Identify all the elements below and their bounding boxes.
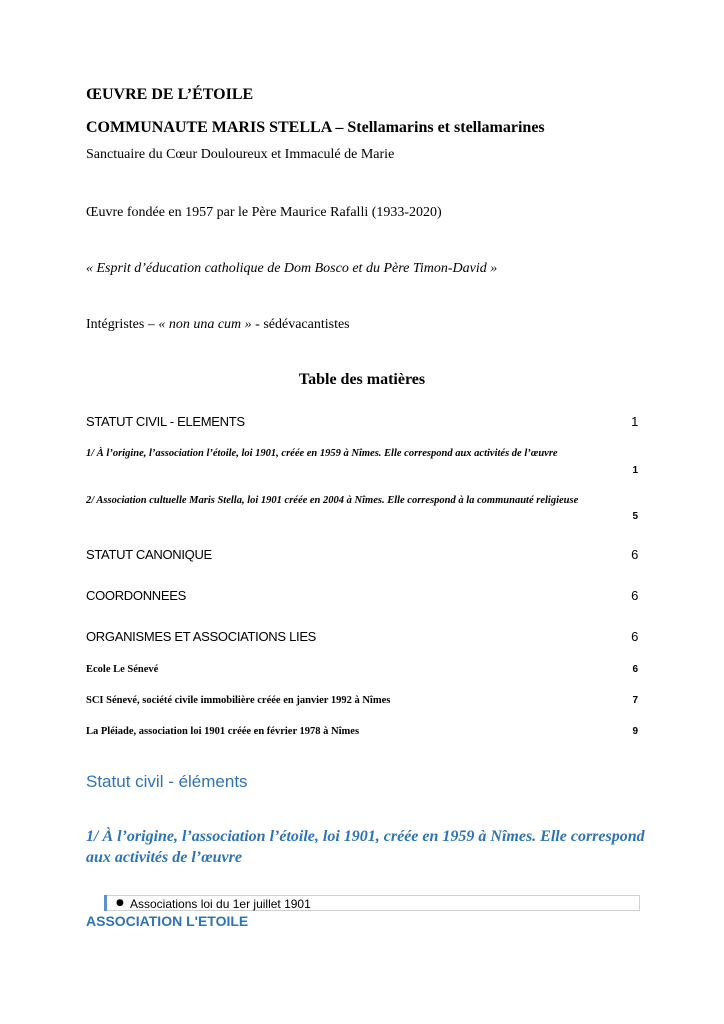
toc-entry-page: 9 <box>632 726 638 737</box>
toc-entry-text: STATUT CANONIQUE <box>86 547 212 562</box>
spirit-quote: « Esprit d’éducation catholique de Dom Bosco et du Père Timon-David » <box>86 261 498 276</box>
tendency-line <box>86 317 350 333</box>
tendency-italic: « non una cum » <box>158 317 252 332</box>
toc-entry-text: 2/ Association cultuelle Maris Stella, loi 1901 créée en 2004 à Nîmes. Elle correspond à la communauté religieuse <box>86 495 579 506</box>
toc-entry[interactable] <box>86 446 638 476</box>
toc-entry-text: Ecole Le Sénevé <box>86 664 159 675</box>
toc-entry-text: La Pléiade, association loi 1901 créée en février 1978 à Nîmes <box>86 726 360 737</box>
toc-entry[interactable] <box>86 662 638 677</box>
toc-entry[interactable] <box>86 629 638 644</box>
toc-entry[interactable] <box>86 724 638 739</box>
toc-entry-page: 1 <box>632 465 638 476</box>
toc-entry-text: COORDONNEES <box>86 588 186 603</box>
toc-entry-page: 5 <box>632 511 638 522</box>
toc-entry-text: ORGANISMES ET ASSOCIATIONS LIES <box>86 629 317 644</box>
community-title: COMMUNAUTE MARIS STELLA – Stellamarins et stellamarines <box>86 119 545 136</box>
toc-entry-page: 6 <box>632 664 638 675</box>
association-name: ASSOCIATION L'ETOILE <box>86 913 249 929</box>
toc-entry[interactable] <box>86 493 638 522</box>
toc-entry-text: 1/ À l’origine, l’association l’étoile, loi 1901, créée en 1959 à Nîmes. Elle correspond aux activités de l’œuvre <box>86 448 558 459</box>
bullet-dot-icon: ● <box>116 898 124 908</box>
subsection-heading: 1/ À l’origine, l’association l’étoile, loi 1901, créée en 1959 à Nîmes. Elle correspond aux activités de l’œuvre <box>86 828 645 866</box>
toc-entry-text: STATUT CIVIL - ELEMENTS <box>86 414 245 429</box>
bullet-text: Associations loi du 1er juillet 1901 <box>130 897 311 911</box>
tendency-suffix: - sédévacantistes <box>251 317 350 332</box>
toc-entry[interactable] <box>86 414 638 429</box>
toc-entry[interactable] <box>86 547 638 562</box>
founding-line: Œuvre fondée en 1957 par le Père Maurice Rafalli (1933-2020) <box>86 205 442 220</box>
toc-entry-page: 7 <box>632 695 638 706</box>
sanctuary-subtitle: Sanctuaire du Cœur Douloureux et Immaculé de Marie <box>86 147 395 162</box>
toc-title: Table des matières <box>298 371 426 388</box>
tendency-prefix: Intégristes – <box>86 317 159 332</box>
toc-entry-page: 6 <box>631 629 638 644</box>
toc-entry-text: SCI Sénevé, société civile immobilière créée en janvier 1992 à Nîmes <box>86 695 391 706</box>
document-title: ŒUVRE DE L’ÉTOILE <box>86 86 254 103</box>
bullet-marker-bar <box>104 895 107 911</box>
toc-entry-page: 1 <box>631 414 638 429</box>
toc-entry[interactable] <box>86 693 638 708</box>
toc-entry-page: 6 <box>631 588 638 603</box>
section-heading: Statut civil - éléments <box>86 772 248 791</box>
toc-entry[interactable] <box>86 588 638 603</box>
toc-entry-page: 6 <box>631 547 638 562</box>
